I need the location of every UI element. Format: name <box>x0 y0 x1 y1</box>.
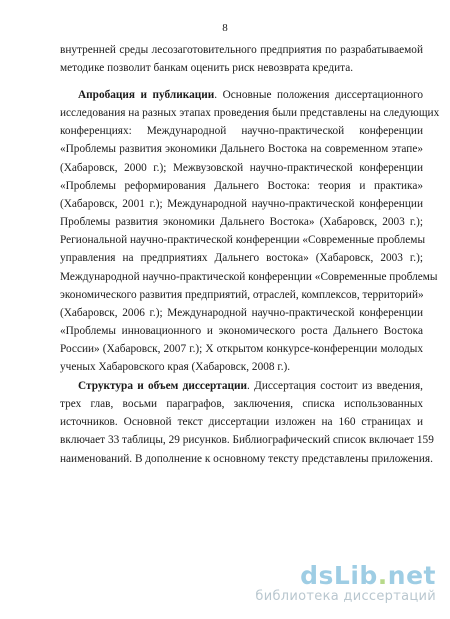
logo-text-part: net <box>387 561 436 590</box>
text-line: источников. Основной текст диссертации изложен на 160 страницах и <box>60 416 423 429</box>
text-fragment: . Диссертация состоит из введения, <box>247 380 423 392</box>
logo-dot: . <box>377 561 388 590</box>
text-line: методике позволит банкам оценить риск невозврата кредита. <box>60 62 354 75</box>
paragraph-first-line <box>60 377 423 395</box>
page-number: 8 <box>222 22 228 34</box>
text-line: трех глав, восьми параграфов, заключения, списка использованных <box>60 398 423 411</box>
logo-text-part: dsLib <box>300 561 378 590</box>
text-line: ученых Хабаровского края (Хабаровск, 2008 г.). <box>60 361 291 374</box>
watermark-subtitle: библиотека диссертаций <box>255 589 436 604</box>
text-line: Региональной научно-практической конференции «Современные проблемы <box>60 234 426 247</box>
text-line: Международной научно-практической конференции «Современные проблемы <box>60 270 438 283</box>
paragraph-intro-continuation <box>60 41 423 77</box>
dslib-watermark <box>255 563 436 605</box>
text-line: конференциях: Международной научно-практической конференции <box>60 125 423 138</box>
text-line: «Проблемы реформирования Дальнего Востока: теория и практика» <box>60 179 423 192</box>
text-line: управления на предприятиях Дальнего востока» (Хабаровск, 2003 г.); <box>60 252 423 265</box>
paragraph-approbation <box>60 86 440 377</box>
text-line: (Хабаровск, 2001 г.); Международной научно-практической конференции <box>60 197 423 210</box>
text-line: «Проблемы развития экономики Дальнего Востока на современном этапе» <box>60 143 423 156</box>
text-line: исследования на разных этапах проведения были представлены на следующих <box>60 107 440 120</box>
section-heading-approbation: Апробация и публикации <box>78 89 215 101</box>
text-line: наименований. В дополнение к основному тексту представлены приложения. <box>60 452 433 465</box>
text-line: «Проблемы инновационного и экономического роста Дальнего Востока <box>60 325 423 338</box>
paragraph-first-line <box>60 86 423 104</box>
text-line: включает 33 таблицы, 29 рисунков. Библиографический список включает 159 <box>60 434 434 447</box>
text-line: (Хабаровск, 2000 г.); Межвузовской научно-практической конференции <box>60 161 423 174</box>
paragraph-structure <box>60 377 434 468</box>
text-line: внутренней среды лесозаготовительного предприятия по разрабатываемой <box>60 44 423 56</box>
text-line: России» (Хабаровск, 2007 г.); Х открытом конкурсе-конференции молодых <box>60 343 423 356</box>
text-fragment: . Основные положения диссертационного <box>214 89 424 101</box>
dslib-logo <box>255 563 436 589</box>
text-line: Проблемы развития экономики Дальнего Востока» (Хабаровск, 2003 г.); <box>60 216 423 229</box>
section-heading-structure: Структура и объем диссертации <box>78 380 248 392</box>
text-line: (Хабаровск, 2006 г.); Международной научно-практической конференции <box>60 306 423 319</box>
text-line: экономического развития предприятий, отраслей, комплексов, территорий» <box>60 288 424 301</box>
